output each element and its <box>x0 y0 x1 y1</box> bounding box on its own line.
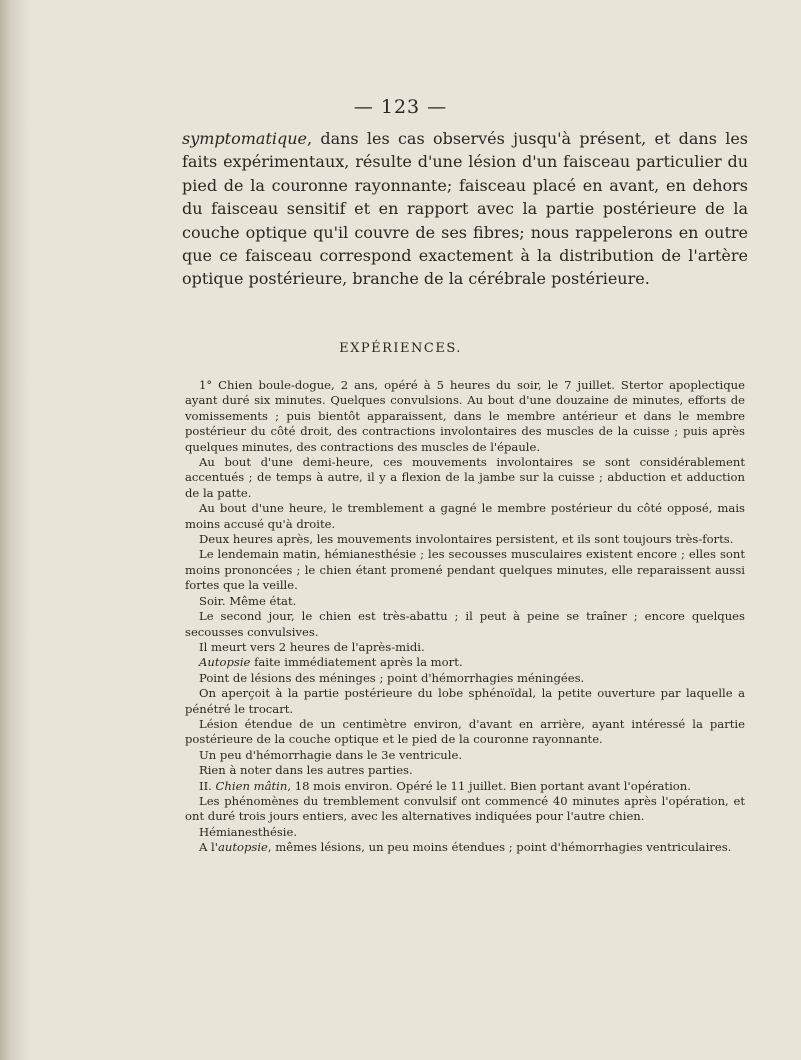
experiment-paragraph: Le lendemain matin, hémianesthésie ; les secousses musculaires existent encore ; elles sont moins prononcées ; le chien étant promené pendant quelques minutes, elle reparaissent aussi fortes que la veille. <box>185 547 745 593</box>
page-number: — 123 — <box>353 96 448 118</box>
experiment-paragraph: Lésion étendue de un centimètre environ, d'avant en arrière, ayant intéressé la partie postérieure de la couche optique et le pied de la couronne rayonnante. <box>185 716 745 747</box>
intro-text: , dans les cas observés jusqu'à présent, et dans les faits expérimentaux, résulte d'une lésion d'un faisceau particulier du pied de la couronne rayonnante; faisceau placé en avant, en dehors du faisceau sensitif et en rapport avec la partie postérieure de la couche optique qu'il couvre de ses fibres; nous rappelerons en outre que ce faisceau correspond exactement à la distribution de l'artère optique postérieure, branche de la cérébrale postérieure. <box>182 129 748 289</box>
experiment-paragraph: Autopsie faite immédiatement après la mort. <box>199 655 463 670</box>
experiment-paragraph: Un peu d'hémorrhagie dans le 3e ventricule. <box>199 747 463 762</box>
experiment-paragraph: A l'autopsie, mêmes lésions, un peu moins étendues ; point d'hémorrhagies ventriculaires. <box>199 840 732 855</box>
autopsy-label: Autopsie <box>199 655 251 670</box>
dog-label: Chien mâtin <box>215 778 288 793</box>
experiment-paragraph: On aperçoit à la partie postérieure du lobe sphénoïdal, la petite ouverture par laquelle a pénétré le trocart. <box>185 686 745 716</box>
experiment-paragraph: Soir. Même état. <box>199 593 297 608</box>
experiment-paragraph: Il meurt vers 2 heures de l'après-midi. <box>199 639 425 654</box>
experiment-paragraph: II. Chien mâtin, 18 mois environ. Opéré le 11 juillet. Bien portant avant l'opération. <box>199 778 691 793</box>
section-heading: EXPÉRIENCES. <box>339 341 462 356</box>
experiment-paragraph: Au bout d'une demi-heure, ces mouvements involontaires se sont considérablement accentués ; de temps à autre, il y a flexion de la jambe sur la cuisse ; abduction et adduction de la patte. <box>185 455 745 500</box>
experiment-paragraph: Les phénomènes du tremblement convulsif ont commencé 40 minutes après l'opération, et ont duré trois jours entiers, avec les alternatives indiquées pour l'autre chien. <box>185 793 745 824</box>
experiments-section <box>185 378 745 856</box>
autopsy-label: autopsie <box>217 840 268 855</box>
intro-paragraph <box>182 127 748 291</box>
experiment-paragraph: Hémianesthésie. <box>199 824 298 839</box>
experiment-paragraph: Rien à noter dans les autres parties. <box>199 763 413 778</box>
experiment-paragraph: Deux heures après, les mouvements involontaires persistent, et ils sont toujours très-forts. <box>199 532 734 547</box>
experiment-paragraph: Au bout d'une heure, le tremblement a gagné le membre postérieur du côté opposé, mais moins accusé qu'à droite. <box>185 501 745 531</box>
experiment-paragraph: 1° Chien boule-dogue, 2 ans, opéré à 5 heures du soir, le 7 juillet. Stertor apoplectique ayant duré six minutes. Quelques convulsions. Au bout d'une douzaine de minutes, efforts de vomissements ; puis bientôt apparaissent, dans le membre antérieur et dans le membre postérieur du côté droit, des contractions involontaires des muscles de la cuisse ; puis après quelques minutes, des contractions des muscles de l'épaule. <box>185 378 745 454</box>
experiment-paragraph: Le second jour, le chien est très-abattu ; il peut à peine se traîner ; encore quelques secousses convulsives. <box>185 609 745 639</box>
intro-italic-lead: symptomatique <box>182 129 307 148</box>
experiment-paragraph: Point de lésions des méninges ; point d'hémorrhagies méningées. <box>199 670 585 685</box>
